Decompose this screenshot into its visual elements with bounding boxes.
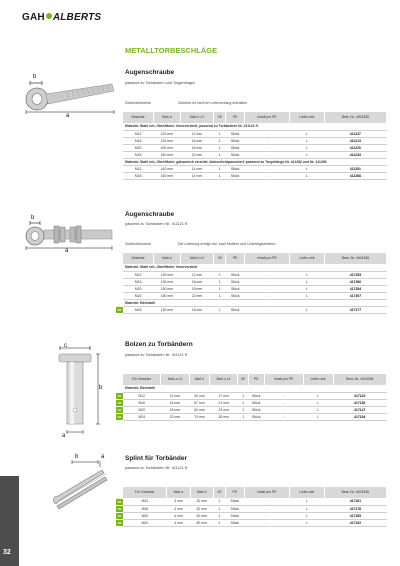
table-cell: 1 (213, 498, 225, 505)
dim-label-b: b (33, 74, 37, 80)
table-cell: L (289, 505, 324, 512)
table-row (123, 165, 387, 172)
table-cell: 1 (214, 151, 226, 158)
column-header: Best.-Nr. 4004336 (324, 487, 386, 498)
table-cell: - (244, 144, 289, 151)
table-row (123, 271, 387, 278)
table-cell: - (264, 399, 303, 406)
table-cell: 150 mm (153, 292, 180, 299)
table-cell: 150 mm (153, 285, 180, 292)
column-header: PE (226, 112, 245, 123)
table-cell: L (289, 519, 324, 526)
table-cell: 16 mm (161, 399, 190, 406)
table-cell: L (289, 512, 324, 519)
table-row (123, 505, 387, 512)
table-cell: 4 mm (167, 512, 190, 519)
material-row (123, 123, 387, 130)
eye-bolt-illustration-1 (12, 76, 117, 121)
article-number: 417307 (324, 292, 386, 299)
table-cell: L (289, 498, 324, 505)
table-cell: - (244, 505, 289, 512)
table-row (123, 413, 387, 420)
table-cell: Stück (225, 498, 244, 505)
table-cell: 1 (238, 399, 248, 406)
section-title: METALLTORBESCHLÄGE (125, 46, 218, 55)
table-cell: 74 mm (189, 413, 209, 420)
table-cell: M24 (123, 519, 167, 526)
material-text: Material: Stahl roh, Oberfläche: feuerverzinkt, passend zu Torbändern Nr. 411131 ff. (123, 123, 387, 130)
table-cell: L (290, 285, 325, 292)
column-header: Maß b (189, 374, 209, 385)
material-row (123, 299, 387, 306)
hinge-pin-illustration (52, 340, 112, 440)
table-cell: Stück (248, 392, 264, 399)
table-cell: - (244, 292, 289, 299)
product-table-eye-bolt-1 (123, 112, 387, 180)
product-table-hinge-pin (123, 374, 387, 421)
product-table-eye-bolt-2 (123, 253, 387, 314)
material-row (123, 385, 387, 392)
table-cell: 12 mm (180, 130, 214, 137)
table-cell: L (303, 413, 333, 420)
accessory-value: Zubehör ist nicht im Lieferumfang enthalten (178, 101, 248, 105)
product-subtitle: passend zu Torbändern Nr. 411121 ff. (125, 353, 188, 357)
column-header: VE (213, 487, 225, 498)
table-cell: 14 mm (180, 172, 214, 179)
table-cell: 4 mm (167, 519, 190, 526)
table-row (123, 130, 387, 137)
table-cell: Stück (226, 278, 245, 285)
table-cell: M20 (123, 285, 153, 292)
table-cell: 1 (214, 137, 226, 144)
table-cell: M20 (123, 512, 167, 519)
table-cell: 1 (213, 512, 225, 519)
table-row (123, 278, 387, 285)
stainless-badge: VA (117, 393, 122, 398)
table-cell: 1 (214, 285, 226, 292)
table-cell: M16 (123, 137, 153, 144)
table-cell: M24 (123, 151, 153, 158)
table-cell: 40 mm (190, 512, 213, 519)
table-cell: - (264, 392, 303, 399)
table-cell: 22 mm (161, 413, 190, 420)
article-number: 411220 (324, 144, 386, 151)
brand-logo (22, 12, 101, 23)
table-cell: L (289, 172, 324, 179)
table-cell: M12 (123, 130, 153, 137)
table-cell: 12 mm (161, 392, 190, 399)
table-cell: 1 (213, 505, 225, 512)
stainless-badge: VA (117, 513, 122, 518)
table-cell: M12 (123, 392, 161, 399)
table-cell: M20 (123, 144, 153, 151)
product-title: Bolzen zu Torbändern (125, 341, 193, 348)
column-header: Best.-Nr. 4004336 (333, 374, 387, 385)
table-cell: 1 (214, 144, 226, 151)
column-header: Inhalt pro PE (244, 487, 289, 498)
table-cell: 30 mm (190, 498, 213, 505)
product-subtitle: passend zu Torbändern und Torgehängen (125, 81, 196, 85)
table-cell: 16 mm (180, 278, 214, 285)
table-cell: Stück (225, 512, 244, 519)
table-cell: - (264, 406, 303, 413)
material-text: Material: Edelstahl (123, 299, 387, 306)
table-cell: Stück (226, 165, 245, 172)
table-cell: 12 mm (180, 271, 214, 278)
stainless-badge: VA (117, 414, 122, 419)
stainless-badge: VA (117, 499, 122, 504)
product-subtitle: passend zu Torbändern Nr. 411121 ff. (125, 222, 188, 226)
table-cell: Stück (226, 285, 245, 292)
table-header-row (123, 112, 387, 123)
column-header: PE (226, 253, 245, 264)
column-header: Maß b (190, 487, 213, 498)
dim-label-b: b (75, 454, 79, 460)
table-cell: M16 (123, 399, 161, 406)
table-cell: - (244, 165, 289, 172)
table-cell: - (244, 498, 289, 505)
column-header: Maß b ±1 (180, 253, 214, 264)
table-cell: - (244, 137, 289, 144)
table-cell: M16 (123, 505, 167, 512)
product-title: Augenschraube (125, 211, 175, 218)
table-cell: 21 mm (209, 399, 237, 406)
table-row (123, 151, 387, 158)
table-row (123, 399, 387, 406)
table-cell: 19 mm (180, 285, 214, 292)
table-cell: Stück (248, 406, 264, 413)
table-cell: Stück (248, 399, 264, 406)
table-cell: L (289, 165, 324, 172)
table-cell: Stück (248, 413, 264, 420)
article-number: 411237 (324, 130, 386, 137)
dim-label-a: a (101, 454, 105, 460)
table-cell: - (244, 306, 289, 313)
table-cell: L (289, 144, 324, 151)
table-cell: - (244, 172, 289, 179)
table-cell: L (303, 406, 333, 413)
table-cell: L (290, 292, 325, 299)
column-header: Inhalt pro PE (264, 374, 303, 385)
table-header-row (123, 374, 387, 385)
column-header: Für Gewinde (123, 487, 167, 498)
table-cell: - (244, 519, 289, 526)
table-cell: 1 (214, 172, 226, 179)
logo-dot-icon (46, 13, 52, 19)
accessory-value: Die Lieferung erfolgt inkl. zwei Muttern und Unterlegscheiben. (178, 242, 277, 246)
table-cell: 30 mm (190, 505, 213, 512)
material-text: Material: Stahl roh, Oberfläche: feuerverzinkt (123, 264, 387, 271)
stainless-badge: VA (117, 307, 122, 312)
table-cell: 22 mm (180, 292, 214, 299)
table-cell: L (289, 151, 324, 158)
stainless-badge: VA (117, 506, 122, 511)
table-cell: Stück (226, 271, 245, 278)
table-cell: - (244, 512, 289, 519)
table-row (123, 512, 387, 519)
table-cell: 16 mm (180, 137, 214, 144)
product-subtitle: passend zu Torbändern Nr. 411121 ff. (125, 466, 188, 470)
column-header: Gewinde (123, 112, 153, 123)
table-cell: 1 (238, 406, 248, 413)
column-header: Maß c ±1 (209, 374, 237, 385)
table-cell: 19 mm (180, 144, 214, 151)
article-number: 417147 (333, 406, 387, 413)
table-cell: 28 mm (209, 413, 237, 420)
column-header: Maß a (153, 112, 180, 123)
table-cell: 120 mm (153, 271, 180, 278)
table-cell: L (290, 278, 325, 285)
column-header: Liefer-zeit (289, 487, 324, 498)
table-cell: - (264, 413, 303, 420)
table-row (123, 519, 387, 526)
table-cell: M12 (123, 165, 153, 172)
table-cell: - (244, 130, 289, 137)
table-cell: Stück (226, 172, 245, 179)
accessory-label: Zubehörhinweis: (125, 101, 152, 105)
column-header: Maß a (167, 487, 190, 498)
table-cell: Stück (225, 505, 244, 512)
table-cell: 130 mm (153, 137, 180, 144)
table-row (123, 285, 387, 292)
column-header: Liefer-zeit (289, 112, 324, 123)
article-number: 417192 (324, 519, 386, 526)
table-cell: 160 mm (153, 172, 180, 179)
logo-text-part2: ALBERTS (52, 12, 102, 23)
split-pin-illustration (48, 458, 113, 513)
table-row (123, 137, 387, 144)
product-title: Augenschraube (125, 69, 175, 76)
column-header: Gewinde (123, 253, 153, 264)
column-header: Best.-Nr. 4004336 (324, 112, 386, 123)
table-header-row (123, 487, 387, 498)
article-number: 411213 (324, 137, 386, 144)
table-cell: Stück (226, 292, 245, 299)
table-cell: - (244, 278, 289, 285)
table-cell: 1 (214, 306, 226, 313)
dim-label-a: a (66, 113, 70, 119)
table-cell: Stück (226, 137, 245, 144)
article-number: 417161 (324, 498, 386, 505)
table-cell: L (290, 271, 325, 278)
column-header: Maß a ±1 (161, 374, 190, 385)
article-number: 417154 (333, 413, 387, 420)
table-cell: 1 (214, 130, 226, 137)
table-cell: M16 (123, 172, 153, 179)
table-cell: 60 mm (189, 406, 209, 413)
dim-label-b: b (31, 215, 35, 221)
logo-text-part1: GAH (22, 12, 45, 23)
table-cell: 150 mm (153, 151, 180, 158)
article-number: 411244 (324, 151, 386, 158)
table-cell: 140 mm (153, 165, 180, 172)
dim-label-c: c (64, 343, 67, 349)
table-cell: 50 mm (190, 519, 213, 526)
column-header: Für Gewinde (123, 374, 161, 385)
table-cell: 1 (238, 392, 248, 399)
table-cell: - (244, 271, 289, 278)
table-cell: L (289, 137, 324, 144)
table-cell: M20 (123, 406, 161, 413)
article-number: 417277 (324, 306, 386, 313)
column-header: Inhalt pro PE (244, 112, 289, 123)
table-cell: 3 mm (167, 498, 190, 505)
product-table-split-pin (123, 487, 387, 527)
dim-label-a: a (62, 433, 66, 439)
table-cell: M12 (123, 498, 167, 505)
article-number: 417284 (324, 285, 386, 292)
article-number: 417185 (324, 512, 386, 519)
table-cell: L (289, 130, 324, 137)
table-cell: Stück (226, 144, 245, 151)
article-number: 411268 (324, 172, 386, 179)
column-header: Maß a (153, 253, 180, 264)
column-header: VE (238, 374, 248, 385)
table-cell: L (303, 399, 333, 406)
table-cell: 1 (214, 165, 226, 172)
table-cell: 14 mm (180, 165, 214, 172)
table-cell: M24 (123, 413, 161, 420)
table-cell: 22 mm (180, 151, 214, 158)
article-number: 417123 (333, 392, 387, 399)
table-cell: 17 mm (209, 392, 237, 399)
material-row (123, 158, 387, 165)
stainless-badge: VA (117, 520, 122, 525)
table-cell: Stück (226, 130, 245, 137)
table-cell: 57 mm (189, 399, 209, 406)
table-cell: L (303, 392, 333, 399)
table-cell: - (244, 285, 289, 292)
table-row (123, 144, 387, 151)
column-header: Liefer-zeit (290, 253, 325, 264)
article-number: 417260 (324, 278, 386, 285)
table-cell: 1 (214, 292, 226, 299)
table-row (123, 292, 387, 299)
column-header: VE (214, 253, 226, 264)
table-cell: 40 mm (189, 392, 209, 399)
table-cell: 130 mm (153, 306, 180, 313)
table-row (123, 172, 387, 179)
stainless-badge: VA (117, 400, 122, 405)
column-header: Maß b ±1 (180, 112, 214, 123)
material-text: Material: Edelstahl (123, 385, 387, 392)
table-row (123, 392, 387, 399)
table-cell: L (290, 306, 325, 313)
table-cell: 4 mm (167, 505, 190, 512)
table-cell: 1 (213, 519, 225, 526)
table-cell: 1 (214, 271, 226, 278)
column-header: Liefer-zeit (303, 374, 333, 385)
dim-label-a: a (65, 248, 69, 254)
table-cell: 18 mm (161, 406, 190, 413)
table-row (123, 406, 387, 413)
article-number: 417178 (324, 505, 386, 512)
table-cell: M12 (123, 271, 153, 278)
table-cell: Stück (226, 306, 245, 313)
table-row (123, 306, 387, 313)
column-header: Best.-Nr. 4004336 (324, 253, 386, 264)
table-cell: 1 (214, 278, 226, 285)
table-cell: 16 mm (180, 306, 214, 313)
table-cell: M16 (123, 278, 153, 285)
table-cell: - (244, 151, 289, 158)
article-number: 417253 (324, 271, 386, 278)
page-number: 32 (3, 549, 11, 556)
stainless-badge: VA (117, 407, 122, 412)
column-header: VE (214, 112, 226, 123)
material-text: Material: Stahl roh, Oberfläche: galvanisch verzinkt, dickschichtpassiviert, passend zu Torgehänge Nr. 411282 und Nr. 411299 (123, 158, 387, 165)
table-cell: Stück (225, 519, 244, 526)
table-cell: Stück (226, 151, 245, 158)
column-header: Inhalt pro PE (244, 253, 289, 264)
table-row (123, 498, 387, 505)
table-cell: 1 (238, 413, 248, 420)
product-title: Splint für Torbänder (125, 455, 187, 462)
column-header: PE (248, 374, 264, 385)
table-cell: 23 mm (209, 406, 237, 413)
table-cell: 150 mm (153, 144, 180, 151)
article-number: 411251 (324, 165, 386, 172)
accessory-label: Zubehörhinweis: (125, 242, 152, 246)
table-header-row (123, 253, 387, 264)
table-cell: 120 mm (153, 130, 180, 137)
column-header: PE (225, 487, 244, 498)
article-number: 417130 (333, 399, 387, 406)
table-cell: M24 (123, 292, 153, 299)
material-row (123, 264, 387, 271)
table-cell: 130 mm (153, 278, 180, 285)
table-cell: M16 (123, 306, 153, 313)
dim-label-b: b (99, 385, 103, 391)
